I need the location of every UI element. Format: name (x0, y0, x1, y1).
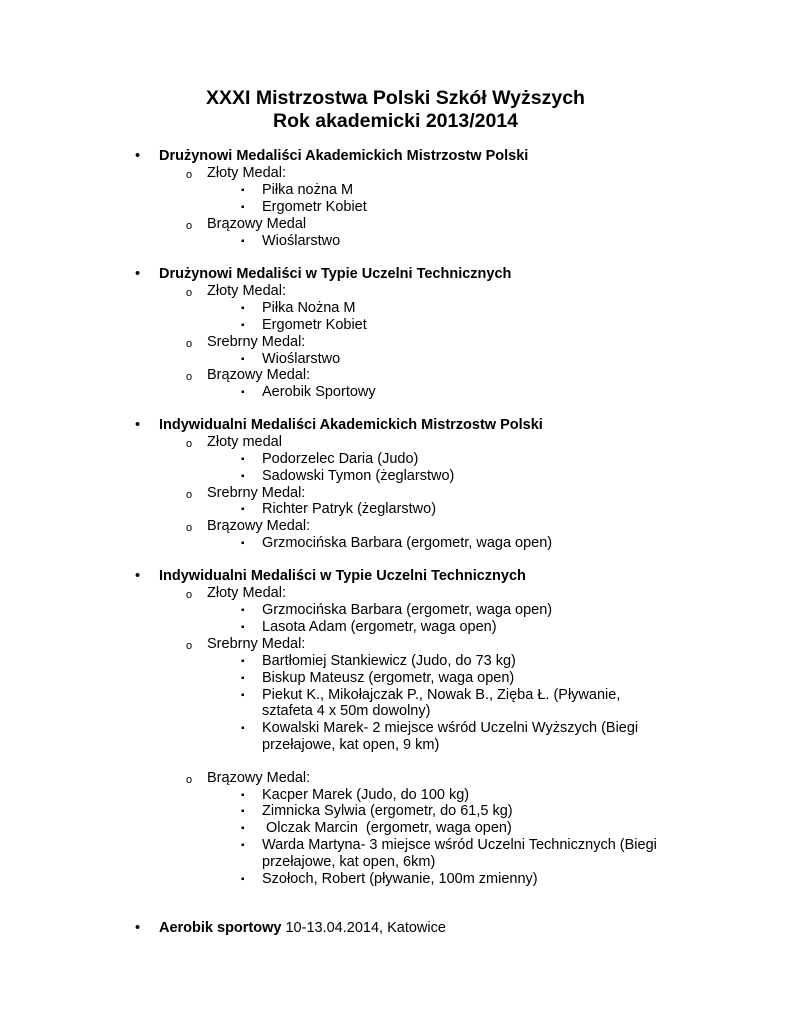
bullet-square: ▪ (241, 471, 245, 482)
list-item: Olczak Marcin (ergometr, waga open) (262, 820, 512, 836)
medal-label: Srebrny Medal: (207, 334, 306, 350)
bullet-circle: o (186, 169, 193, 181)
list-item-continuation: sztafeta 4 x 50m dowolny) (262, 703, 431, 719)
bullet-circle: o (186, 589, 193, 601)
section-heading: Indywidualni Medaliści w Typie Uczelni Technicznych (159, 568, 526, 584)
bullet-circle: o (186, 774, 193, 786)
medal-label: Złoty Medal: (207, 283, 286, 299)
bullet-square: ▪ (241, 185, 245, 196)
bullet-circle: o (186, 371, 193, 383)
bullet-square: ▪ (241, 354, 245, 365)
list-item: Richter Patryk (żeglarstwo) (262, 501, 437, 517)
bullet-square: ▪ (241, 202, 245, 213)
bullet-square: ▪ (241, 538, 245, 549)
list-item: Kacper Marek (Judo, do 100 kg) (262, 787, 470, 803)
section-heading: Indywidualni Medaliści Akademickich Mistrzostw Polski (159, 417, 543, 433)
bullet-square: ▪ (241, 790, 245, 801)
list-item: Bartłomiej Stankiewicz (Judo, do 73 kg) (262, 653, 516, 669)
event-line (159, 920, 446, 937)
medal-label: Złoty medal (207, 434, 282, 450)
bullet-square: ▪ (241, 823, 245, 834)
bullet-circle: o (186, 220, 193, 232)
list-item: Kowalski Marek- 2 miejsce wśród Uczelni Wyższych (Biegi (262, 720, 639, 736)
bullet-square: ▪ (241, 605, 245, 616)
bullet-square: ▪ (241, 236, 245, 247)
bullet-square: ▪ (241, 454, 245, 465)
bullet-square: ▪ (241, 840, 245, 851)
medal-label: Srebrny Medal: (207, 636, 306, 652)
bullet-circle: o (186, 489, 193, 501)
bullet-square: ▪ (241, 622, 245, 633)
bullet-circle: o (186, 438, 193, 450)
list-item: Szołoch, Robert (pływanie, 100m zmienny) (262, 871, 538, 887)
list-item: Lasota Adam (ergometr, waga open) (262, 619, 497, 635)
section-heading: Drużynowi Medaliści w Typie Uczelni Technicznych (159, 266, 512, 282)
bullet-disc: • (135, 920, 141, 936)
section-heading: Drużynowi Medaliści Akademickich Mistrzostw Polski (159, 148, 529, 164)
document-title-line1: XXXI Mistrzostwa Polski Szkół Wyższych (206, 87, 585, 109)
list-item: Grzmocińska Barbara (ergometr, waga open) (262, 535, 553, 551)
list-item: Piłka nożna M (262, 182, 354, 198)
bullet-square: ▪ (241, 320, 245, 331)
document-title-line2: Rok akademicki 2013/2014 (272, 110, 518, 132)
bullet-square: ▪ (241, 656, 245, 667)
list-item: Sadowski Tymon (żeglarstwo) (262, 468, 455, 484)
bullet-square: ▪ (241, 303, 245, 314)
bullet-circle: o (186, 338, 193, 350)
list-item: Ergometr Kobiet (262, 317, 367, 333)
medal-label: Brązowy Medal (207, 216, 307, 232)
list-item-continuation: przełajowe, kat open, 6km) (262, 854, 436, 870)
bullet-disc: • (135, 148, 141, 164)
list-item: Podorzelec Daria (Judo) (262, 451, 419, 467)
list-item: Piłka Nożna M (262, 300, 356, 316)
medal-label: Złoty Medal: (207, 585, 286, 601)
medal-label: Brązowy Medal: (207, 367, 311, 383)
list-item: Biskup Mateusz (ergometr, waga open) (262, 670, 515, 686)
bullet-square: ▪ (241, 806, 245, 817)
medal-label: Brązowy Medal: (207, 518, 311, 534)
bullet-disc: • (135, 568, 141, 584)
medal-label: Złoty Medal: (207, 165, 286, 181)
bullet-circle: o (186, 522, 193, 534)
list-item: Piekut K., Mikołajczak P., Nowak B., Zięba Ł. (Pływanie, (262, 687, 621, 703)
bullet-square: ▪ (241, 673, 245, 684)
event-name: Aerobik sportowy (159, 920, 282, 936)
list-item: Aerobik Sportowy (262, 384, 376, 400)
bullet-circle: o (186, 640, 193, 652)
list-item: Wioślarstwo (262, 233, 341, 249)
bullet-disc: • (135, 266, 141, 282)
bullet-square: ▪ (241, 504, 245, 515)
bullet-square: ▪ (241, 874, 245, 885)
medal-label: Brązowy Medal: (207, 770, 311, 786)
bullet-square: ▪ (241, 387, 245, 398)
bullet-circle: o (186, 287, 193, 299)
list-item: Ergometr Kobiet (262, 199, 367, 215)
event-details: 10-13.04.2014, Katowice (281, 920, 446, 936)
list-item: Wioślarstwo (262, 351, 341, 367)
bullet-disc: • (135, 417, 141, 433)
list-item-continuation: przełajowe, kat open, 9 km) (262, 737, 440, 753)
medal-label: Srebrny Medal: (207, 485, 306, 501)
bullet-square: ▪ (241, 723, 245, 734)
list-item: Zimnicka Sylwia (ergometr, do 61,5 kg) (262, 803, 513, 819)
bullet-square: ▪ (241, 690, 245, 701)
list-item: Grzmocińska Barbara (ergometr, waga open) (262, 602, 553, 618)
list-item: Warda Martyna- 3 miejsce wśród Uczelni Technicznych (Biegi (262, 837, 657, 853)
